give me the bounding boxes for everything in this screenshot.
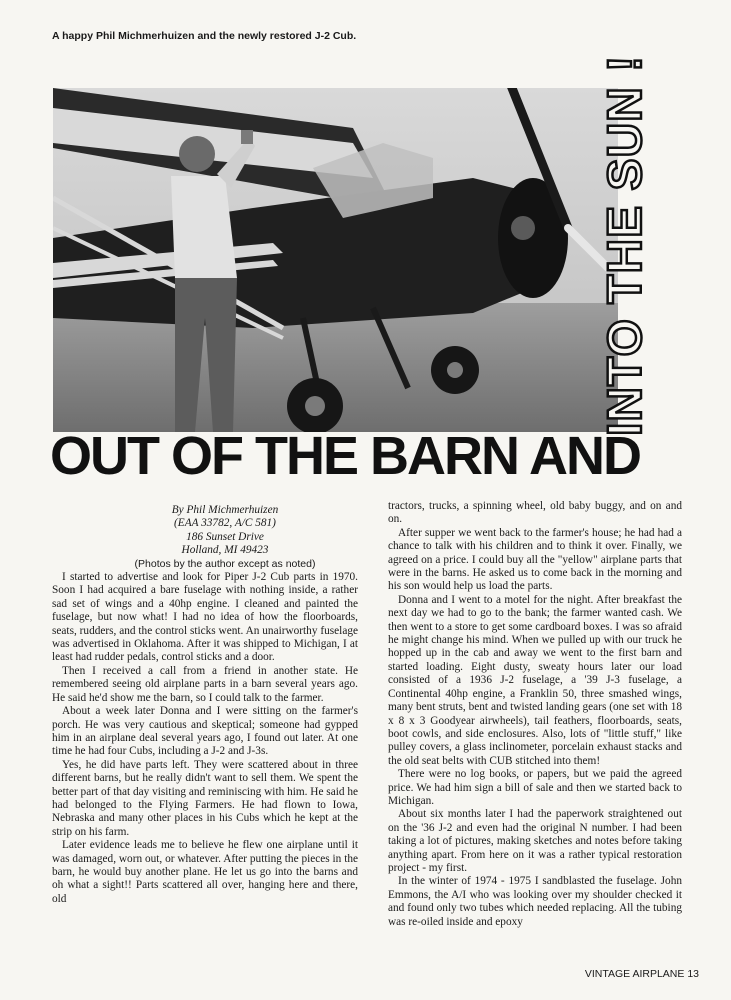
paragraph: Later evidence leads me to believe he flew one airplane until it was damaged, worn out, or whatever. After putting the pieces in the barn, he would buy another plane. He let us go into the barns and oh what a sight!! Parts scattered all over, hanging here and there, old: [52, 839, 358, 905]
page-footer: VINTAGE AIRPLANE 13: [584, 968, 699, 980]
paragraph: Yes, he did have parts left. They were scattered about in three different barns, but he really didn't want to sell them. We spent the better part of that day visiting and reminiscing with him. He said he had belonged to the Flying Farmers. He had flown to Iowa, Nebraska and many other places in his Cubs which he kept at the strip on his farm.: [52, 758, 358, 838]
paragraph: There were no log books, or papers, but we paid the agreed price. We had him sign a bill of sale and then we started back to Michigan.: [388, 768, 682, 807]
membership: (EAA 33782, A/C 581): [174, 517, 276, 530]
author: By Phil Michmerhuizen: [171, 504, 279, 516]
paragraph: Donna and I went to a motel for the night. After breakfast the next day we had to go to the bank; the farmer wanted cash. We then went to a store to get some cardboard boxes. I was so afraid he might change his mind. When we pulled up with our truck he hopped up in the cab and away we went to the first barn and started loading. Eight dusty, sweaty hours later our load consisted of a 1936 J-2 fuselage, a '39 J-3 fuselage, a Continental 40hp engine, a Franklin 50, three smashed wings, many bent struts, bent and twisted landing gears (one set with 18 x 8 x 3 Goodyear airwheels), tail feathers, floorboards, seats, boot cowls, and side enclosures. Also, lots of "little stuff," like pulley covers, a glass inclinometer, porcelain exhaust stacks and the old seat belts with CUB stitched into them!: [388, 593, 682, 767]
side-title: INTO THE SUN !: [599, 54, 652, 436]
photo-caption: A happy Phil Michmerhuizen and the newly restored J-2 Cub.: [52, 30, 357, 42]
street: 186 Sunset Drive: [186, 530, 264, 543]
article-column-left: [52, 504, 358, 906]
article-column-right: [388, 500, 682, 929]
headline: OUT OF THE BARN AND: [50, 426, 640, 486]
paragraph: In the winter of 1974 - 1975 I sandblasted the fuselage. John Emmons, the A/I who was looking over my shoulder checked it and found only two tubes which needed replacing. All the tubing was re-oiled inside and epoxy: [388, 875, 682, 928]
paragraph: tractors, trucks, a spinning wheel, old baby buggy, and on and on.: [388, 500, 682, 526]
paragraph: Then I received a call from a friend in another state. He remembered seeing old airplane parts in a barn several years ago. He said he'd show me the barn, so I could talk to the farmer.: [52, 664, 358, 704]
cover-photo: [53, 88, 618, 432]
paragraph: About six months later I had the paperwork straightened out on the '36 J-2 and even had the original N number. I had been taking a lot of pictures, making sketches and notes before taking anything apart. From here on it was a rather typical restoration project - my first.: [388, 808, 682, 874]
photo-credit: (Photos by the author except as noted): [134, 557, 316, 570]
byline: [92, 504, 358, 558]
paragraph: I started to advertise and look for Piper J-2 Cub parts in 1970. Soon I had acquired a bare fuselage with nothing inside, a rather sad set of wings and a 40hp engine. I cleaned and painted the fuselage, but now what! I had no idea of how the floorboards, seats, rudders, and the control sticks went. An unairworthy fuselage was advertised in Oklahoma. After it was shipped to Michigan, I at least had rudder pedals, control sticks and a door.: [52, 571, 358, 664]
city: Holland, MI 49423: [181, 544, 269, 557]
paragraph: About a week later Donna and I were sitting on the farmer's porch. He was very cautious and skeptical; someone had gypped him in an airplane deal several years ago, I found out later. At one time he had four Cubs, including a J-2 and J-3s.: [52, 705, 358, 758]
paragraph: After supper we went back to the farmer's house; he had had a chance to talk with his children and to think it over. Finally, we agreed on a price. I could buy all the "yellow" airplane parts that were in the barns. He asked us to come back in the morning and his son would help us load the parts.: [388, 526, 682, 593]
